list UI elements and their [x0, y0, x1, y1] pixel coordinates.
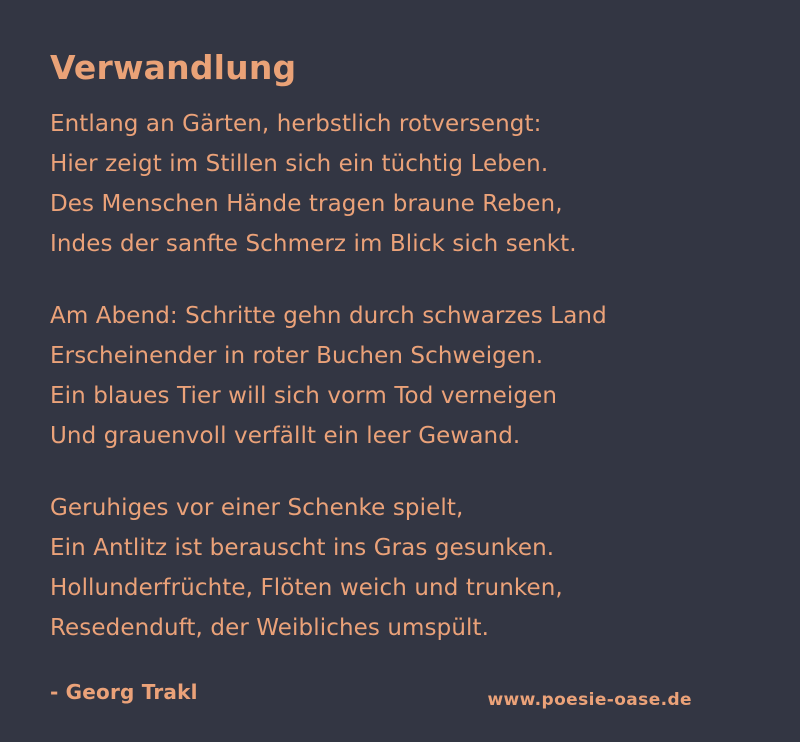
verse-line: Indes der sanfte Schmerz im Blick sich senkt.	[50, 230, 577, 257]
verse-line: Des Menschen Hände tragen braune Reben,	[50, 190, 563, 217]
verse-line: Am Abend: Schritte gehn durch schwarzes Land	[50, 302, 607, 329]
site-credit: www.poesie-oase.de	[487, 690, 692, 710]
verse-line: Entlang an Gärten, herbstlich rotversengt:	[50, 110, 542, 137]
verse-line: Hollunderfrüchte, Flöten weich und trunken,	[50, 574, 563, 601]
page-title: Verwandlung	[50, 48, 297, 87]
stanza-2	[50, 296, 750, 456]
verse-line: Erscheinender in roter Buchen Schweigen.	[50, 342, 544, 369]
stanza-3	[50, 488, 750, 648]
verse-line: Hier zeigt im Stillen sich ein tüchtig Leben.	[50, 150, 549, 177]
verse-line: Resedenduft, der Weibliches umspült.	[50, 614, 490, 641]
verse-line: Und grauenvoll verfällt ein leer Gewand.	[50, 422, 521, 449]
stanza-1	[50, 104, 750, 264]
verse-line: Geruhiges vor einer Schenke spielt,	[50, 494, 464, 521]
poem-author: - Georg Trakl	[50, 679, 198, 704]
verse-line: Ein Antlitz ist berauscht ins Gras gesunken.	[50, 534, 555, 561]
verse-line: Ein blaues Tier will sich vorm Tod verneigen	[50, 382, 557, 409]
